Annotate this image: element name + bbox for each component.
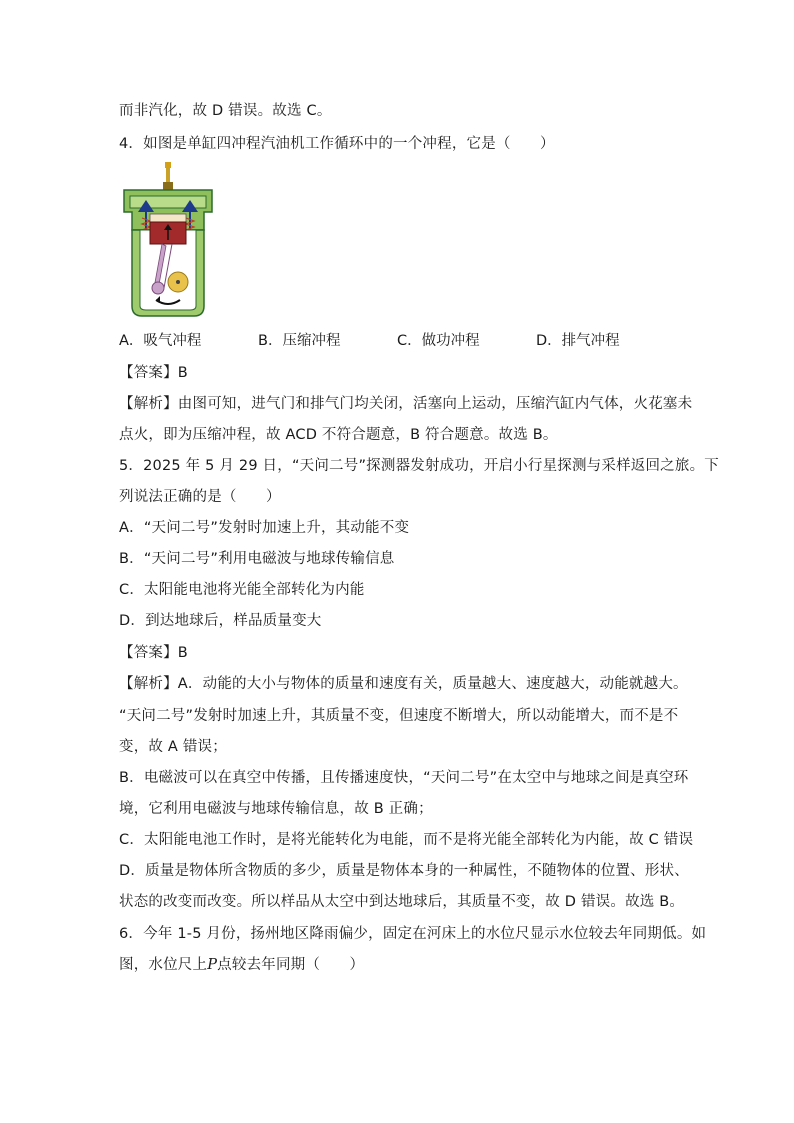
text-line: 而非汽化，故 D 错误。故选 C。 [119,103,332,119]
engine-diagram-icon [120,160,216,320]
analysis-5-line: B．电磁波可以在真空中传播，且传播速度快，“天问二号”在太空中与地球之间是真空环 [119,770,689,786]
analysis-5-line: 境，它利用电磁波与地球传输信息，故 B 正确； [119,801,433,817]
option-c: C．做功冲程 [397,333,480,349]
question-5: 5．2025 年 5 月 29 日，“天问二号”探测器发射成功，开启小行星探测与采样返回之旅。下 [119,458,719,474]
question-6-text: 图，水位尺上 [119,957,208,973]
answer-4: 【答案】B [119,365,188,381]
answer-5: 【答案】B [119,645,188,661]
question-6: 6．今年 1-5 月份，扬州地区降雨偏少，固定在河床上的水位尺显示水位较去年同期低。如 [119,926,707,942]
analysis-5-line: 状态的改变而改变。所以样品从太空中到达地球后，其质量不变，故 D 错误。故选 B。 [119,894,685,910]
analysis-5-line: 变，故 A 错误； [119,739,227,755]
question-4: 4．如图是单缸四冲程汽油机工作循环中的一个冲程，它是（ ） [119,136,555,152]
analysis-4-line: 【解析】由图可知，进气门和排气门均关闭，活塞向上运动，压缩汽缸内气体，火花塞未 [119,396,693,412]
option-a: A．吸气冲程 [119,333,202,349]
question-5: 列说法正确的是（ ） [119,489,281,505]
question-6 [119,955,364,975]
option-b: B．压缩冲程 [258,333,341,349]
option-d: D．到达地球后，样品质量变大 [119,613,322,629]
analysis-4-line: 点火，即为压缩冲程，故 ACD 不符合题意，B 符合题意。故选 B。 [119,427,558,443]
analysis-5-line: D．质量是物体所含物质的多少，质量是物体本身的一种属性，不随物体的位置、形状、 [119,863,689,879]
option-a: A．“天问二号”发射时加速上升，其动能不变 [119,520,410,536]
analysis-5-line: 【解析】A．动能的大小与物体的质量和速度有关，质量越大、速度越大，动能就越大。 [119,676,688,692]
analysis-5-line: C．太阳能电池工作时，是将光能转化为电能，而不是将光能全部转化为内能，故 C 错误 [119,832,694,848]
option-b: B．“天问二号”利用电磁波与地球传输信息 [119,551,395,567]
question-6-text: 点较去年同期（ ） [217,957,365,973]
analysis-5-line: “天问二号”发射时加速上升，其质量不变，但速度不断增大，所以动能增大，而不是不 [119,708,679,724]
option-d: D．排气冲程 [536,333,620,349]
option-c: C．太阳能电池将光能全部转化为内能 [119,582,365,598]
point-label: P [207,957,218,973]
